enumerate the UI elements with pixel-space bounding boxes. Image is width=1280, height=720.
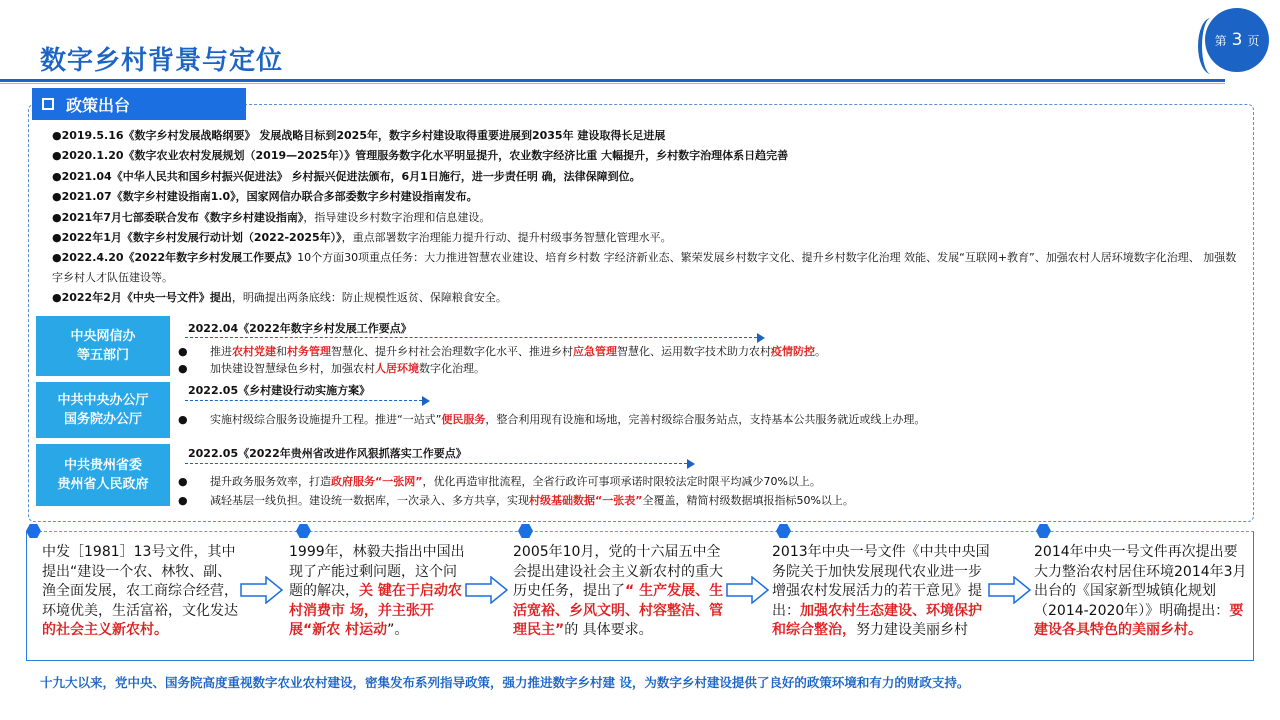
text-segment: ”。 (387, 622, 409, 638)
policy-section-label: 政策出台 (66, 95, 131, 115)
timeline-item-desc: ，明确提出两条底线：防止规模性返贫、保障粮食安全。 (231, 291, 507, 305)
text-segment: ，优化再造审批流程，全省行政许可事项承诺时限较法定时限平均减少70%以上。 (422, 475, 821, 488)
dept-name-line2: 等五部门 (76, 348, 129, 363)
text-segment: 2005年10月，党的十六届五中全会提出建设社会主义新农村的重大历史任务，提出了 (513, 544, 723, 599)
page-prefix: 第 (1214, 33, 1227, 48)
timeline-item (52, 228, 1252, 248)
text-segment: 数字化治理。 (419, 362, 485, 375)
history-item (289, 543, 465, 641)
timeline-item (52, 146, 1252, 166)
dashed-arrow-icon (185, 459, 695, 469)
text-segment: 2014年中央一号文件再次提出要大力整治农村居住环境2014年3月出台的《国家新型城镇化规划（2014-2020年）》明确提出： (1034, 544, 1247, 619)
text-segment: 推进 (210, 345, 232, 358)
history-item (1034, 543, 1248, 641)
text-segment: 。 (815, 345, 826, 358)
timeline-item (52, 167, 1252, 187)
title-underline-light (0, 83, 1225, 84)
text-segment: 中发［1981］13号文件，其中提出“建设一个农、林牧、副、渔全面发展，农工商综合经营，环境优美，生活富裕，文化发达 (42, 544, 238, 619)
dept-box-general-office (36, 382, 170, 438)
page-number-badge (1205, 8, 1269, 72)
timeline-item-title: ●2021年7月七部委联合发布《数字乡村建设指南》 (52, 210, 304, 224)
timeline-item-desc: ，指导建设乡村数字治理和信息建设。 (303, 210, 491, 224)
dashed-arrow-icon (185, 333, 765, 343)
dept-doc-title: 2022.05《2022年贵州省改进作风狠抓落实工作要点》 (188, 447, 467, 460)
page-title: 数字乡村背景与定位 (40, 46, 284, 76)
dept-name-line1: 中共中央办公厅 (57, 393, 149, 408)
right-arrow-icon (988, 576, 1032, 604)
summary-text: 十九大以来，党中央、国务院高度重视数字农业农村建设，密集发布系列指导政策，强力推进数字乡村建 设，为数字乡村建设提供了良好的政策环境和有力的财政支持。 (40, 675, 970, 690)
text-segment: ，整合利用现有设施和场地，完善村级综合服务站点，支持基本公共服务就近或线上办理。 (485, 413, 926, 426)
dept-bullet: ● 加快建设智慧绿色乡村，加强农村人居环境数字化治理。 (178, 362, 485, 375)
text-segment: 的 具体要求。 (564, 622, 653, 638)
text-segment: 1999年，林毅夫指出中国出现了产能过剩问题，这个问题的解决， (289, 544, 465, 599)
highlight-text: 关 键在于启动农村消费市 场，并主张开展 (289, 583, 462, 638)
highlight-text: “ 生产发展、生活宽裕、乡风文明、村容整洁、管理民主” (513, 583, 724, 638)
timeline-item (52, 187, 1252, 207)
highlight-text: 人居环境 (375, 362, 419, 375)
history-item (772, 543, 994, 641)
title-underline (0, 79, 1225, 82)
text-segment: 和 (276, 345, 287, 358)
highlight-text: 疫情防控 (771, 345, 815, 358)
timeline-item-desc: ，重点部署数字治理能力提升行动、提升村级事务智慧化管理水平。 (341, 231, 672, 245)
text-segment: 提升政务服务效率，打造 (210, 475, 331, 488)
dept-doc-title: 2022.05《乡村建设行动实施方案》 (188, 384, 371, 397)
text-segment: 减轻基层一线负担。建设统一数据库，一次录入、多方共享，实现 (210, 494, 529, 507)
text-segment: 加快建设智慧绿色乡村，加强农村 (210, 362, 375, 375)
history-item (42, 543, 242, 641)
dept-name-line1: 中央网信办 (70, 329, 136, 344)
timeline-item (52, 248, 1247, 288)
page-suffix: 页 (1247, 33, 1260, 48)
right-arrow-icon (240, 576, 284, 604)
right-arrow-icon (465, 576, 509, 604)
dept-bullet: ● 减轻基层一线负担。建设统一数据库，一次录入、多方共享，实现村级基础数据“一张表”全覆盖，精简村级数据填报指标50%以上。 (178, 494, 854, 507)
timeline-item-desc: 10个方面30项重点任务：大力推进智慧农业建设、培育乡村数 字经济新业态、繁荣发展乡村数字文化、提升乡村数字化治理 效能、发展“互联网+教育”、加强农村人居环境数字化治理、 加强数字乡村人才队伍建设等。 (52, 251, 1237, 285)
right-arrow-icon (726, 576, 770, 604)
dept-box-guizhou (36, 444, 170, 506)
timeline-item-title: ●2022年2月《中央一号文件》提出 (52, 291, 232, 305)
dashed-arrow-icon (185, 396, 430, 406)
text-segment: 智慧化、提升乡村社会治理数字化水平、推进乡村 (331, 345, 573, 358)
highlight-text: 应急管理 (573, 345, 617, 358)
dept-bullet: ● 实施村级综合服务设施提升工程。推进“一站式”便民服务，整合利用现有设施和场地，完善村级综合服务站点，支持基本公共服务就近或线上办理。 (178, 413, 926, 426)
page-number: 3 (1231, 30, 1243, 50)
dept-bullet: ● 推进农村党建和村务管理智慧化、提升乡村社会治理数字化水平、推进乡村应急管理智慧化、运用数字技术助力农村疫情防控。 (178, 345, 826, 358)
timeline-item (52, 126, 1252, 146)
timeline-item-title: ●2021.04《中华人民共和国乡村振兴促进法》 乡村振兴促进法颁布，6月1日施行，进一步责任明 确，法律保障到位。 (52, 169, 641, 183)
dept-name-line2: 贵州省人民政府 (57, 477, 149, 492)
dept-name-line2: 国务院办公厅 (63, 412, 142, 427)
text-segment: 2013年中央一号文件《中共中央国务院关于加快发展现代农业进一步增强农村发展活力的若干意见》提出： (772, 544, 990, 619)
highlight-text: 村级基础数据“一张表” (529, 494, 643, 507)
dept-box-cac (36, 316, 170, 376)
timeline-item-title: ●2022年1月《数字乡村发展行动计划（2022-2025年）》 (52, 231, 342, 245)
checkbox-square-icon (42, 98, 54, 110)
history-dashed-line (34, 531, 1254, 532)
highlight-text: 政府服务“一张网” (331, 475, 423, 488)
dept-doc-title: 2022.04《2022年数字乡村发展工作要点》 (188, 322, 412, 335)
highlight-text: 的社会主义新农村。 (42, 622, 168, 638)
history-item (513, 543, 731, 641)
highlight-text: 便民服务 (441, 413, 486, 426)
highlight-text: 村务管理 (287, 345, 331, 358)
policy-section-header (32, 88, 246, 120)
text-segment: 智慧化、运用数字技术助力农村 (617, 345, 771, 358)
dept-name-line1: 中共贵州省委 (63, 458, 142, 473)
highlight-text: 农村党建 (232, 345, 276, 358)
timeline-item (52, 288, 1252, 308)
highlight-text: “新农 村运动 (303, 622, 388, 638)
timeline-item-title: ●2021.07《数字乡村建设指南1.0》，国家网信办联合多部委数字乡村建设指南发布。 (52, 190, 478, 204)
timeline-item-title: ●2019.5.16《数字乡村发展战略纲要》 发展战略目标到2025年，数字乡村建设取得重要进展到2035年 建设取得长足进展 (52, 129, 666, 142)
timeline-item-title: ●2022.4.20《2022年数字乡村发展工作要点》 (52, 251, 298, 265)
timeline-item (52, 208, 1252, 228)
highlight-text: 要建设各具特色的美丽乡村。 (1034, 602, 1244, 638)
timeline-item-title: ●2020.1.20《数字农业农村发展规划（2019—2025年）》管理服务数字化水平明显提升，农业数字经济比重 大幅提升，乡村数字治理体系日趋完善 (52, 149, 789, 163)
policy-timeline (52, 126, 1252, 309)
highlight-text: 加强农村生态建设、环境保护和综合整治， (772, 602, 982, 638)
text-segment: 全覆盖，精简村级数据填报指标50%以上。 (642, 494, 854, 507)
dept-bullet: ● 提升政务服务效率，打造政府服务“一张网”，优化再造审批流程，全省行政许可事项承诺时限较法定时限平均减少70%以上。 (178, 475, 821, 488)
text-segment: 实施村级综合服务设施提升工程。推进“一站式” (210, 413, 442, 426)
text-segment: 努力建设美丽乡村 (856, 622, 968, 638)
